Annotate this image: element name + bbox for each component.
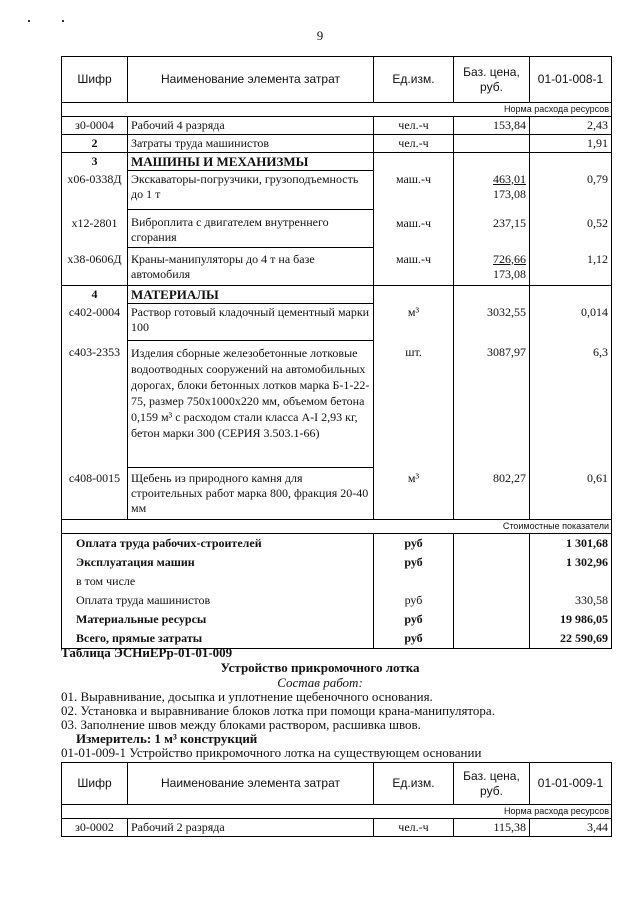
cost-value: 22 590,69 <box>530 629 612 649</box>
cost-name: Оплата труда машинистов <box>62 591 374 610</box>
header-name: Наименование элемента затрат <box>128 57 374 103</box>
table-row <box>62 819 612 837</box>
row-code: 3 <box>62 153 128 171</box>
row-unit: чел.-ч <box>374 135 454 153</box>
header-unit: Ед.изм. <box>374 763 454 805</box>
row-norm: 2,43 <box>530 117 612 135</box>
norma-label: Норма расхода ресурсов <box>62 805 612 819</box>
header-name: Наименование элемента затрат <box>128 763 374 805</box>
scan-mark <box>28 20 30 22</box>
cost-value <box>530 572 612 591</box>
row-norm: 6,3 <box>530 341 612 468</box>
table-row <box>62 153 612 171</box>
section-subheading: Состав работ: <box>277 675 363 690</box>
table-row <box>62 341 612 468</box>
header-price: Баз. цена, руб. <box>454 763 530 805</box>
row-norm: 0,52 <box>530 210 612 248</box>
row-unit: чел.-ч <box>374 819 454 837</box>
row-price <box>454 135 530 153</box>
resource-table-1 <box>61 56 612 649</box>
cost-name: Эксплуатация машин <box>62 553 374 572</box>
row-unit: маш.-ч <box>374 210 454 248</box>
row-name: Затраты труда машинистов <box>128 135 374 153</box>
row-name: Виброплита с двигателем внутреннего сгорания <box>128 210 374 248</box>
row-unit: маш.-ч <box>374 248 454 286</box>
row-code: з0-0002 <box>62 819 128 837</box>
row-price-machinist: 173,08 <box>493 186 526 201</box>
table-title: Таблица ЭСНиЕРр-01-01-009 <box>61 645 233 660</box>
scan-mark <box>62 20 64 22</box>
row-code: х38-0606Д <box>62 248 128 286</box>
row-unit: чел.-ч <box>374 117 454 135</box>
cost-unit: руб <box>374 591 454 610</box>
row-norm: 0,014 <box>530 304 612 341</box>
cost-value: 1 301,68 <box>530 534 612 554</box>
row-price: 3032,55 <box>454 304 530 341</box>
row-norm: 0,61 <box>530 468 612 520</box>
stoim-label: Стоимостные показатели <box>62 520 612 534</box>
row-unit: м³ <box>374 468 454 520</box>
header-unit: Ед.изм. <box>374 57 454 103</box>
row-name: Рабочий 2 разряда <box>128 819 374 837</box>
row-norm: 1,91 <box>530 135 612 153</box>
cost-name: Всего, прямые затраты <box>62 629 374 649</box>
row-name: Раствор готовый кладочный цементный марки 100 <box>128 304 374 341</box>
cost-name: Материальные ресурсы <box>62 610 374 629</box>
row-price: 463,01 <box>493 171 526 186</box>
cost-name: в том числе <box>62 572 374 591</box>
table-row <box>62 304 612 341</box>
page-number: 9 <box>316 28 324 43</box>
table-row <box>62 171 612 210</box>
cost-row <box>62 610 612 629</box>
row-price: 726,66 <box>493 251 526 266</box>
row-name: МАШИНЫ И МЕХАНИЗМЫ <box>128 153 374 171</box>
row-code: с403-2353 <box>62 341 128 468</box>
row-price: 802,27 <box>454 468 530 520</box>
table-row <box>62 117 612 135</box>
row-price: 153,84 <box>454 117 530 135</box>
work-step: 02. Установка и выравнивание блоков лотка при помощи крана-манипулятора. <box>61 703 495 718</box>
row-code: 4 <box>62 286 128 304</box>
row-unit: маш.-ч <box>374 171 454 210</box>
row-code: с402-0004 <box>62 304 128 341</box>
header-code: Шифр <box>62 763 128 805</box>
row-price: 115,38 <box>454 819 530 837</box>
cost-name: Оплата труда рабочих-строителей <box>62 534 374 554</box>
cost-unit: руб <box>374 534 454 554</box>
header-code: Шифр <box>62 57 128 103</box>
cost-unit: руб <box>374 610 454 629</box>
cost-unit: руб <box>374 553 454 572</box>
cost-row <box>62 591 612 610</box>
row-name: Экскаваторы-погрузчики, грузоподъемность до 1 т <box>128 171 374 210</box>
norma-label: Норма расхода ресурсов <box>62 103 612 117</box>
cost-unit <box>374 572 454 591</box>
row-price: 3087,97 <box>454 341 530 468</box>
row-name: Краны-манипуляторы до 4 т на базе автомобиля <box>128 248 374 286</box>
row-code: з0-0004 <box>62 117 128 135</box>
row-name: Изделия сборные железобетонные лотковые водоотводных сооружений на автомобильных дорогах, блоки бетонных лотков марка Б-1-22-75, размер 750х1000х220 мм, объемом бетона 0,159 м³ с расходом стали класса А-I 2,93 кг, бетон марки 300 (СЕРИЯ 3.503.1-66) <box>128 341 374 468</box>
row-code: 2 <box>62 135 128 153</box>
row-price: 237,15 <box>454 210 530 248</box>
row-name: Щебень из природного камня для строительных работ марка 800, фракция 20-40 мм <box>128 468 374 520</box>
table-row <box>62 468 612 520</box>
row-name: Рабочий 4 разряда <box>128 117 374 135</box>
table-row <box>62 135 612 153</box>
work-step: 03. Заполнение швов между блоками раствором, расшивка швов. <box>61 717 421 732</box>
cost-value: 330,58 <box>530 591 612 610</box>
row-unit: м³ <box>374 304 454 341</box>
row-name: МАТЕРИАЛЫ <box>128 286 374 304</box>
cost-row <box>62 534 612 554</box>
work-step: 01. Выравнивание, досыпка и уплотнение щебеночного основания. <box>61 689 433 704</box>
cost-value: 19 986,05 <box>530 610 612 629</box>
row-norm: 1,12 <box>530 248 612 286</box>
row-code: с408-0015 <box>62 468 128 520</box>
row-code: х06-0338Д <box>62 171 128 210</box>
row-norm: 0,79 <box>530 171 612 210</box>
header-norm-code: 01-01-008-1 <box>530 57 612 103</box>
cost-unit: руб <box>374 629 454 649</box>
resource-table-2 <box>61 762 612 837</box>
row-unit: шт. <box>374 341 454 468</box>
row-code: х12-2801 <box>62 210 128 248</box>
cost-row <box>62 572 612 591</box>
cost-value: 1 302,96 <box>530 553 612 572</box>
row-price-machinist: 173,08 <box>493 266 526 281</box>
header-price: Баз. цена, руб. <box>454 57 530 103</box>
table-row <box>62 248 612 286</box>
variant-title: 01-01-009-1 Устройство прикромочного лотка на существующем основании <box>61 745 482 760</box>
meter: Измеритель: 1 м³ конструкций <box>76 731 258 746</box>
table-row <box>62 286 612 304</box>
table-row <box>62 210 612 248</box>
cost-row <box>62 553 612 572</box>
row-norm: 3,44 <box>530 819 612 837</box>
section-heading: Устройство прикромочного лотка <box>220 660 420 675</box>
header-norm-code: 01-01-009-1 <box>530 763 612 805</box>
